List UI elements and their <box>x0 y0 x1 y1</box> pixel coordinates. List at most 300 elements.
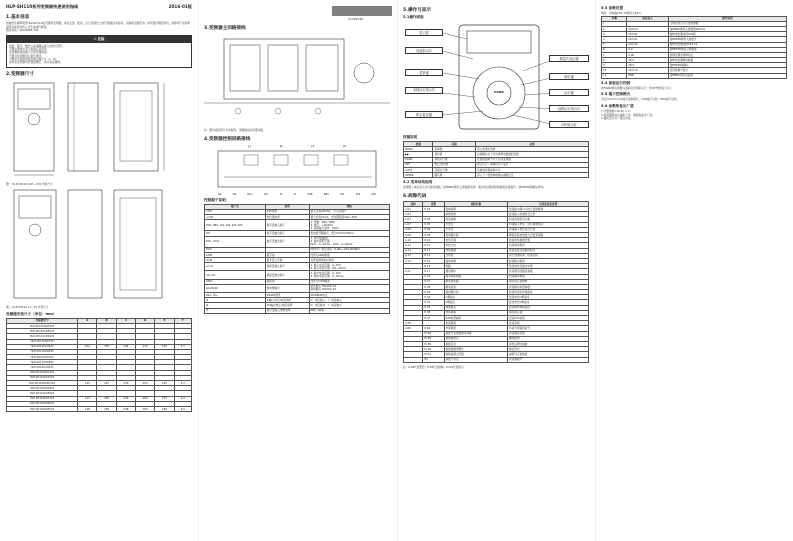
fault-cell: 过电流 <box>444 253 508 258</box>
warning-item: 安装、配线、维护之前请确认输入电源已断开。 <box>9 43 66 48</box>
control-terminal-labels <box>218 193 376 196</box>
param-cell: 28.5 <box>627 63 668 68</box>
fault-cell: 电机过热 <box>444 243 508 248</box>
dims-cell: 194 <box>116 344 135 349</box>
fault-cell: E.27 <box>423 279 444 284</box>
fault-cell: A.09 <box>404 233 423 238</box>
label-remote-led: 远程运行指示灯 <box>549 105 589 112</box>
ctrl-cell: +10V <box>205 214 266 219</box>
param-cell: 7 <box>602 52 627 57</box>
ctrl-cell: RS+, RS- <box>205 293 266 298</box>
fault-cell: E.02 <box>423 207 444 212</box>
ctrl-header: 说明 <box>265 204 309 209</box>
panel-run-text: 按HAND键变频器以面板给定频率运行；按OFF键停止运行。 <box>601 85 674 90</box>
jumper-labels <box>234 144 360 148</box>
fault-cell: E.60 <box>423 326 444 331</box>
param-cell: 按MENU键返回监控 <box>668 73 786 78</box>
fault-cell: 制动检查 <box>444 284 508 289</box>
warning-item: 变频器的接地端子必须可靠接地。 <box>9 50 50 55</box>
fault-cell: 降低负载或更换大容量变频器 <box>508 233 589 238</box>
warning-item: 请勿在变频器内部遗留螺钉、线头等金属物。 <box>9 60 63 65</box>
keys-cell: 远程运行键 <box>433 167 476 172</box>
keys-cell: MENU <box>404 147 433 152</box>
dims-cell: HLP-SH1107D543 <box>7 365 78 370</box>
ctrl-cell: DO3 <box>205 247 266 252</box>
keys-cell: OFF <box>404 162 433 167</box>
page-2 <box>198 0 396 541</box>
dims-cell: HLP-SH1102D2S21 <box>7 334 78 339</box>
keys-header: 名称 <box>433 142 476 147</box>
page-3 <box>397 0 595 541</box>
ctrl-cell: V：电压输入 I：电流输入 <box>309 298 389 303</box>
fault-cell: E.32 <box>423 305 444 310</box>
fault-cell: E.16 <box>423 264 444 269</box>
fault-header: 报警 <box>423 201 444 206</box>
dims-cell: 125 <box>97 344 116 349</box>
fault-cell: 24V电源故障 <box>444 316 508 321</box>
fault-cell: 联系供应商维修 <box>508 279 589 284</box>
fault-cell: E.31 <box>423 300 444 305</box>
param-cell: 8 <box>602 58 627 63</box>
fault-cell: E.12 <box>423 248 444 253</box>
dims-cell: 175 <box>155 396 174 401</box>
control-table-title: 控制端子说明： <box>204 197 230 202</box>
fault-cell: 检查电机U相接线 <box>508 295 589 300</box>
ctrl-cell: 1. 逻辑：PNP / NPN 2. 电压：+DC24V 3. 最高输入频率：1KHz <box>309 220 389 231</box>
keys-table-title: 按键说明 <box>403 135 418 139</box>
fault-cell: 检查风扇及环境温度 <box>508 290 589 295</box>
dims-row <box>7 406 192 411</box>
fault-cell: 检查负载及加减速时间 <box>508 248 589 253</box>
ctrl-row <box>205 308 390 313</box>
param-cell: 按MENU键进入参数组C00.04 <box>668 26 786 31</box>
keys-cell: 本地运行键 <box>433 157 476 162</box>
section-menu-structure: 5.2 菜单结构说明 <box>403 180 433 185</box>
ctrl-cell: 模拟地 <box>265 279 309 284</box>
ctrl-cell: 外部电源供电时使用 <box>309 258 389 263</box>
param-cell: 2 <box>602 26 627 31</box>
section-factory-reset: 5.6 参数恢复出厂值 <box>601 104 634 109</box>
dims-cell: HLP-SH1101D543 <box>7 344 78 349</box>
keys-cell: 切换到远程控制方式 <box>476 167 589 172</box>
ctrl-cell: 内部与COM隔离 <box>309 279 389 284</box>
param-example: 例如：将参数C03.10修改为28.5： <box>601 11 644 15</box>
dims-cell: HLP-SH110018D543 <box>7 381 78 386</box>
page-4 <box>595 0 793 541</box>
ctrl-cell: AI输入电压/电流选择 <box>265 298 309 303</box>
terminal-label: REV <box>323 192 330 196</box>
dims-cell: 148 <box>78 406 97 411</box>
dims-cell: 243 <box>116 396 135 401</box>
jumper-j2: J2 <box>279 143 283 148</box>
page-divider <box>198 0 199 541</box>
section-control-wiring: 4.变频器控制回路接线 <box>204 136 251 142</box>
fault-cell: 检查电机V相接线 <box>508 300 589 305</box>
fault-cell: A.07 <box>404 222 423 227</box>
ctrl-cell: 数字量输入逻辑选择 <box>265 308 309 313</box>
param-table <box>601 16 787 79</box>
section-panel-run: 5.4 面板运行控制 <box>601 80 631 85</box>
param-cell: 6 <box>602 47 627 52</box>
param-cell: 按ENTER键显示参数值 <box>668 47 786 52</box>
fault-cell: U相缺失 <box>444 295 508 300</box>
keys-cell: 移位键 <box>433 152 476 157</box>
dims-header: D <box>136 318 155 323</box>
fault-cell: 制动电阻短路 <box>444 274 508 279</box>
terminal-label: DI2 <box>355 192 361 196</box>
param-cell: 按ENTER键进入参数号 <box>668 37 786 42</box>
section-basic-info: 1.基本信息 <box>6 15 30 20</box>
fault-cell: 接地故障 <box>444 207 508 212</box>
warning-item: 不要在通电状态下拆装任何部件。 <box>9 47 50 52</box>
fault-cell: E.25 <box>423 274 444 279</box>
dims-cell: HLP-SH110003043 <box>7 391 78 396</box>
hotline-text: 服务热线：400-8895-335 <box>6 28 39 33</box>
ctrl-row <box>205 284 390 292</box>
ctrl-cell: 1. OC开路输出 2. 输出频率范围 DO1：0~30mA DO2：0~50mA <box>309 236 389 247</box>
label-display: 显示屏 <box>405 29 443 36</box>
ctrl-cell: VDD <box>205 209 266 214</box>
ctrl-cell: 内部与GND隔离 <box>309 252 389 257</box>
dims-cell: 210 <box>136 344 155 349</box>
dims-cell: HLP-SH110004543 <box>7 401 78 406</box>
fault-cell: 参数数据库繁忙 <box>444 347 508 352</box>
keys-cell: 在面板控制方式下启动变频器 <box>476 157 589 162</box>
fault-cell: 检查负载 <box>508 321 589 326</box>
dims-header: C <box>116 318 135 323</box>
fault-cell: 内部故障 <box>444 310 508 315</box>
param-cell: 0.0 <box>627 47 668 52</box>
dims-cell: 4.5 <box>174 381 191 386</box>
ctrl-row <box>205 263 390 271</box>
ctrl-cell: 最大负载200mA，不过流保护 <box>309 209 389 214</box>
fault-cell: 散热器过热 <box>444 290 508 295</box>
section-param-setting: 5.3 参数设置 <box>601 6 623 10</box>
param-cell: C03.10 <box>627 42 668 47</box>
param-cell: 5 <box>602 42 627 47</box>
control-terminal-diagram <box>204 149 390 193</box>
keys-cell: ▶▶ <box>404 152 433 157</box>
fault-cell: E.10 <box>423 238 444 243</box>
barcode-number: 11302155 <box>348 17 364 21</box>
fault-cell: A.60 <box>404 326 423 331</box>
fault-cell: E.47 <box>423 316 444 321</box>
ctrl-cell: PNP / NPN <box>309 308 389 313</box>
dims-cell: 6.5 <box>174 406 191 411</box>
dims-cell: 365 <box>136 406 155 411</box>
dims-cell: HLP-SH1105D543 <box>7 360 78 365</box>
fault-cell: 参数值超出范围 <box>444 352 508 357</box>
ctrl-cell: DCM <box>205 258 266 263</box>
ctrl-cell: FOR, REV, DI1, DI2, DI3, DI4 <box>205 220 266 231</box>
ctrl-cell: 数字量输出端子 <box>265 236 309 247</box>
ctrl-cell: 24V电源 <box>265 209 309 214</box>
label-function-led: 功能指示灯 <box>405 47 443 54</box>
fault-cell: A.11 <box>404 243 423 248</box>
ctrl-cell: 数字量输出端子 <box>265 231 309 236</box>
ctrl-header: 端子名 <box>205 204 266 209</box>
reset-step: 3.面板显示出厂值后完成。 <box>601 116 634 121</box>
dims-cell: 248 <box>116 406 135 411</box>
section-main-wiring: 3.变频器主回路接线 <box>204 26 246 31</box>
keys-cell: AUTO <box>404 167 433 172</box>
fault-cell: W相缺失 <box>444 305 508 310</box>
param-header: 面板显示 <box>627 16 668 21</box>
param-cell: 按ENTER键确认 <box>668 63 786 68</box>
label-stop-key: 停止复位键 <box>405 111 443 118</box>
wiring-note: 注：图中虚线部分为选配件，请根据实际需要选配。 <box>204 128 266 132</box>
drive-small-drawing <box>6 79 192 183</box>
fault-cell: Er.90 <box>423 347 444 352</box>
label-menu-key: 菜单键 <box>405 69 443 76</box>
fault-cell: 按键被锁定 <box>444 336 508 341</box>
fault-cell: E.30 <box>423 295 444 300</box>
fault-cell: 检查输出接线 <box>508 258 589 263</box>
fault-cell: 检查制动电阻参数 <box>508 284 589 289</box>
fault-cell: A.12 <box>404 248 423 253</box>
terminal-label: RS+ <box>247 192 253 196</box>
dims-header: F <box>174 318 191 323</box>
param-cell: END <box>627 73 668 78</box>
fault-cell: E.11 <box>423 243 444 248</box>
fault-cell: A.17 <box>404 269 423 274</box>
fault-cell: Er.89 <box>423 341 444 346</box>
param-cell: 11 <box>602 73 627 78</box>
fault-cell: 参数不存在 <box>444 357 508 362</box>
doc-edition: 2016-01版 <box>168 4 192 9</box>
dims-cell: 133 <box>78 396 97 401</box>
dims-cell: HLP-SH110002243 <box>7 386 78 391</box>
ctrl-cell: J1 <box>205 298 266 303</box>
keys-cell: 确认键 <box>433 173 476 178</box>
dims-cell: 145 <box>97 381 116 386</box>
ctrl-cell: 模拟量输入端子 <box>265 263 309 271</box>
terminal-label: RS- <box>264 192 269 196</box>
dims-cell: 155 <box>97 396 116 401</box>
warning-title: ⚠ 危险 <box>6 35 192 42</box>
ctrl-cell: 继电器输出 <box>265 284 309 292</box>
dims-cell: HLP-SH110005543 <box>7 406 78 411</box>
fault-cell: A.13 <box>404 253 423 258</box>
dims-cell: 145 <box>78 381 97 386</box>
param-cell: 10 <box>602 68 627 73</box>
keys-cell: 在编辑状态下可选择修改数据的位数 <box>476 152 589 157</box>
fault-cell: 接地故障 <box>444 258 508 263</box>
fault-cell: 电机过载 <box>444 238 508 243</box>
ctrl-cell: GND <box>205 279 266 284</box>
fault-cell: 转矩限制 <box>444 248 508 253</box>
dims-cell: 192 <box>97 406 116 411</box>
fault-cell: E.17 <box>423 269 444 274</box>
intro-text: 感谢您选择海利普HLP-SH110系列通用变频器。请在安装、配线、运行及维护之前仔细阅读本指南，以确保正确使用。如需更详细的资料，请参考产品使用说明书或咨询我公司及各地代理商。 <box>6 21 191 29</box>
param-cell: C03.10 <box>627 68 668 73</box>
param-cell: 3 <box>602 32 627 37</box>
dims-header: E <box>155 318 174 323</box>
ctrl-cell: 数字量输入端子 <box>265 220 309 231</box>
control-terminal-table <box>204 204 390 314</box>
terminal-label: AI <box>293 192 297 196</box>
ctrl-cell: 最大负载10mA，电位器阻值1KΩ~5KΩ <box>309 214 389 219</box>
fault-cell: 检查输入电压；延长减速时间 <box>508 222 589 227</box>
dims-cell: HLP-SH110001143 <box>7 370 78 375</box>
fault-header: 故障 <box>404 201 423 206</box>
reset-step: 2.变频器断电后重新上电，参数恢复出厂值； <box>601 112 655 117</box>
page-divider <box>397 0 398 541</box>
jumper-j1: J1 <box>248 143 252 148</box>
dims-header: A <box>78 318 97 323</box>
fault-cell: A.08 <box>404 227 423 232</box>
ctrl-row <box>205 220 390 231</box>
ctrl-cell: 常开触点 250VAC 3A 常闭触点 250VAC 3A <box>309 284 389 292</box>
param-cell: C00.04 <box>627 26 668 31</box>
warning-box <box>6 42 192 68</box>
ctrl-cell: 1. 输入电压范围：0~10V 2. 输入电流范围：0/4~20mA <box>309 263 389 271</box>
dims-header: 变频器型号 <box>7 318 78 323</box>
barcode <box>332 6 392 16</box>
keys-cell: 停止/复位键 <box>433 162 476 167</box>
param-cell: 28.5 <box>627 58 668 63</box>
param-cell: C03.01 <box>627 32 668 37</box>
dims-cell: 236 <box>116 381 135 386</box>
terminal-label: FOR <box>307 192 313 196</box>
ctrl-cell: 电位器电源 <box>265 214 309 219</box>
label-local-run-led: 本地运行指示灯 <box>405 87 443 94</box>
page-1 <box>0 0 198 541</box>
dims-cell: HLP-SH1100D7S21 <box>7 323 78 328</box>
ctrl-cell: 模拟量输出端子 <box>265 271 309 279</box>
fault-cell: 电流故障 <box>444 217 508 222</box>
param-cell: 旋转电位器选择C03组 <box>668 32 786 37</box>
warning-item: 不要对变频器进行耐压测试。 <box>9 53 44 58</box>
dims-cell: HLP-SH110003743 <box>7 396 78 401</box>
dims-cell: 104 <box>78 344 97 349</box>
fault-cell: E.08 <box>423 227 444 232</box>
param-cell: 按移位键选择修改位 <box>668 52 786 57</box>
ctrl-cell: MODBUS协议 <box>309 293 389 298</box>
fault-cell: A.02 <box>404 207 423 212</box>
keys-header: 功能 <box>476 142 589 147</box>
fault-cell <box>404 357 423 362</box>
fault-cell: 停机后修改参数 <box>508 341 589 346</box>
fault-cell: 检查制动电阻 <box>508 274 589 279</box>
terminal-label: KB <box>232 192 237 196</box>
keys-cell: 菜单键 <box>433 147 476 152</box>
ctrl-cell: AO输出电压/电流选择 <box>265 303 309 308</box>
label-off-led: OFF指示灯 <box>549 121 589 128</box>
caption-small-drive: 图一 HLP-SH110 0D7~7D5 外形尺寸 <box>6 181 53 186</box>
fault-cell: E.07 <box>423 222 444 227</box>
fault-cell: 重新设定参数值 <box>508 352 589 357</box>
fault-cell: Err <box>423 357 444 362</box>
terminal-mode-text: 设定C00.21=1为端子控制模式，FOR端子正转，REV端子反转。 <box>601 97 680 102</box>
param-cell: 上电后显示运行监控参数 <box>668 21 786 26</box>
fault-cell: 参数只读 <box>444 341 508 346</box>
dims-table <box>6 318 192 412</box>
ctrl-row <box>205 271 390 279</box>
fault-header: 可能原因及处理 <box>508 201 589 206</box>
ctrl-cell: AO, AO <box>205 271 266 279</box>
fault-cell: 变频器过载 <box>444 233 508 238</box>
dims-cell: HLP-SH1101D5S21 <box>7 329 78 334</box>
dims-cell: 4.5 <box>174 396 191 401</box>
fault-table <box>403 201 589 363</box>
ctrl-cell: DO <box>205 231 266 236</box>
fault-cell: 通讯超时 <box>444 269 508 274</box>
jumper-j3: J3 <box>311 143 315 148</box>
terminal-label: KA <box>218 192 222 196</box>
ctrl-cell: J2 <box>205 303 266 308</box>
keys-row <box>404 173 589 178</box>
dims-cell: 189 <box>155 406 174 411</box>
param-row <box>602 73 787 78</box>
hand-key-label: HAND <box>494 90 504 94</box>
dims-cell: 263 <box>136 396 155 401</box>
dims-cell: HLP-SH1102D243 <box>7 349 78 354</box>
fault-cell: 欠电压 <box>444 227 508 232</box>
terminal-label: DI1 <box>340 192 345 196</box>
param-cell: 1 <box>602 21 627 26</box>
keys-cell: HAND <box>404 157 433 162</box>
caption-large-drive: 图二 HLP-SH110 11~75 外形尺寸 <box>6 305 49 310</box>
fault-cell: 面板与变频器通讯故障 <box>444 331 508 336</box>
ctrl-cell: 数字量公共端 <box>265 258 309 263</box>
fault-cell: 稍后再试 <box>508 347 589 352</box>
ctrl-row <box>205 236 390 247</box>
fault-cell: A.59 <box>404 321 423 326</box>
param-cell: 旋转电位器修改数值 <box>668 58 786 63</box>
drive-large-drawing <box>6 186 192 306</box>
ctrl-cell: RS485通讯 <box>265 293 309 298</box>
keys-table <box>403 141 589 178</box>
param-cell: C03.01 <box>627 37 668 42</box>
keys-cell: 进入或退出菜单 <box>476 147 589 152</box>
ctrl-cell: 1. 输出电压范围：0~10V 2. 输出电流范围：0~20mA <box>309 271 389 279</box>
main-wiring-diagram <box>204 33 390 129</box>
fault-header: 故障名称 <box>444 201 508 206</box>
fault-cell: 检查外部联锁信号 <box>508 326 589 331</box>
fault-cell: 检查负载是否过重 <box>508 217 589 222</box>
section-terminal-mode: 5.5 端子控制模式 <box>601 92 631 97</box>
fault-cell: 短路 <box>444 264 508 269</box>
fault-cell: 检查电机W相接线 <box>508 305 589 310</box>
reset-step: 1.设置参数C14.22 = 2； <box>601 109 633 114</box>
label-shift-key: 移位键 <box>549 73 589 80</box>
doc-title: HLP-SH110系列变频器快速使用指南 <box>6 4 79 9</box>
fault-cell: A.10 <box>404 238 423 243</box>
page-divider <box>595 0 596 541</box>
fault-cell: 外部联锁 <box>444 326 508 331</box>
ctrl-cell: J3 <box>205 308 266 313</box>
terminal-label: DI3 <box>371 192 376 196</box>
ctrl-cell: AI, AI <box>205 263 266 271</box>
fault-cell: 解锁按键 <box>508 336 589 341</box>
fault-cell: 检查输入电压是否过低 <box>508 227 589 232</box>
fault-cell: 检查电机参数设置 <box>508 238 589 243</box>
section-fault-codes: 6.故障代码 <box>403 193 427 199</box>
dims-cell: 4.5 <box>174 344 191 349</box>
dims-cell: HLP-SH1100D743 <box>7 339 78 344</box>
fault-cell: E.38 <box>423 310 444 315</box>
param-cell: 9 <box>602 63 627 68</box>
keys-header: 按键 <box>404 142 433 147</box>
dims-header: B <box>97 318 116 323</box>
fault-cell: 缺相故障 <box>444 212 508 217</box>
param-cell: 返回参数号显示 <box>668 68 786 73</box>
section-operation: 5.操作与显示 <box>403 8 431 13</box>
ctrl-cell: COM <box>205 252 266 257</box>
ctrl-header: 规格 <box>309 204 389 209</box>
label-potentiometer: 增量式电位器 <box>549 55 589 62</box>
